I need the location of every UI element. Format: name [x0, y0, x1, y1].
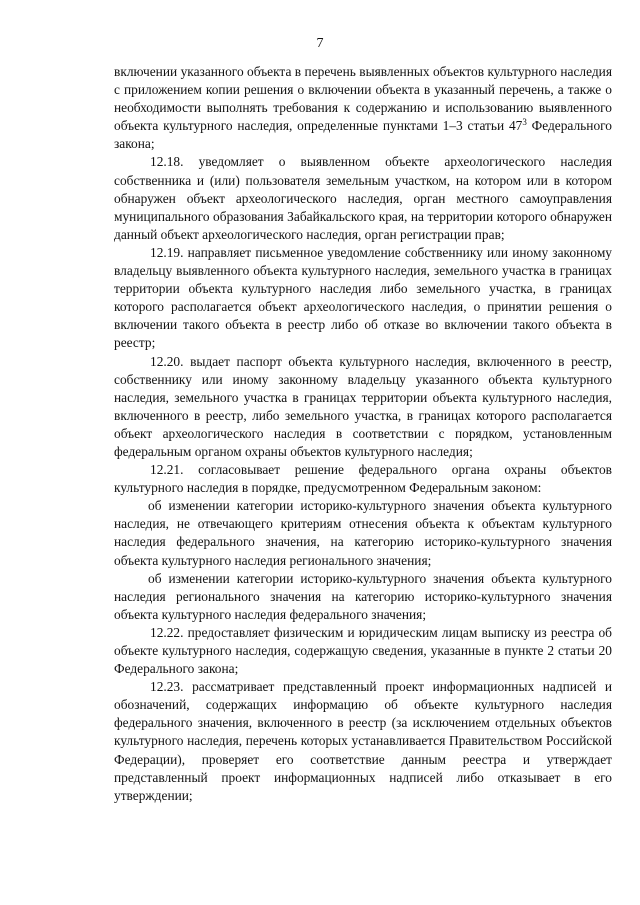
- paragraph-12-20: 12.20. выдает паспорт объекта культурного наследия, включенного в реестр, собственнику или иному законному владельцу указанного объекта культурного наследия, земельного участка в границах территории объекта культурного наследия, включенного в реестр, либо земельного участка, в границах которого располагается объект археологического наследия в соответствии с порядком, установленным федеральным органом охраны объектов культурного наследия;: [114, 353, 612, 459]
- paragraph-12-21-item-1: об изменении категории историко-культурного значения объекта культурного наследия, не отвечающего критериям отнесения объекта к объектам культурного наследия федерального значения, на категорию историко-культурного значения объекта культурного наследия регионального значения;: [114, 498, 612, 568]
- paragraph-text: включении указанного объекта в перечень выявленных объектов культурного наследия с приложением копии решения о включении объекта в указанный перечень, а также о необходимости выполнять требования к содержанию и использованию выявленного объекта культурного наследия, определенные пунктами 1–3 статьи 47: [114, 64, 612, 134]
- paragraph-tail: Федерального закона;: [114, 118, 613, 152]
- paragraph-12-23: 12.23. рассматривает представленный проект информационных надписей и обозначений, содержащих информацию об объекте культурного наследия федерального значения, включенного в реестр (за исключением отдельных объектов культурного наследия, перечень которых устанавливается Правительством Российской Федерации), проверяет его соответствие данным реестра и утверждает представленный проект информационных надписей либо отказывает в его утверждении;: [114, 679, 612, 803]
- paragraph-continuation: [114, 63, 612, 153]
- footnote-superscript: 3: [522, 117, 527, 128]
- page-number: 7: [316, 36, 324, 51]
- document-body: [114, 63, 612, 805]
- paragraph-12-21: 12.21. согласовывает решение федерального органа охраны объектов культурного наследия в порядке, предусмотренном Федеральным законом:: [114, 462, 612, 496]
- paragraph-12-21-item-2: об изменении категории историко-культурного значения объекта культурного наследия регионального значения на категорию историко-культурного значения объекта культурного наследия федерального значения;: [114, 570, 612, 622]
- paragraph-12-22: 12.22. предоставляет физическим и юридическим лицам выписку из реестра об объекте культурного наследия, содержащую сведения, указанные в пункте 2 статьи 20 Федерального закона;: [114, 624, 612, 677]
- paragraph-12-19: 12.19. направляет письменное уведомление собственнику или иному законному владельцу выявленного объекта культурного наследия, земельного участка в границах территории объекта культурного наследия либо земельного участка, в границах которого располагается объект археологического наследия, о принятии решения о включении такого объекта в реестр либо об отказе во включении такого объекта в реестр;: [114, 244, 612, 351]
- paragraph-12-18: 12.18. уведомляет о выявленном объекте археологического наследия собственника и (или) пользователя земельным участком, на котором или в котором обнаружен объект археологического наследия, орган местного самоуправления муниципального образования Забайкальского края, на территории которого обнаружен данный объект археологического наследия, орган регистрации прав;: [114, 154, 612, 242]
